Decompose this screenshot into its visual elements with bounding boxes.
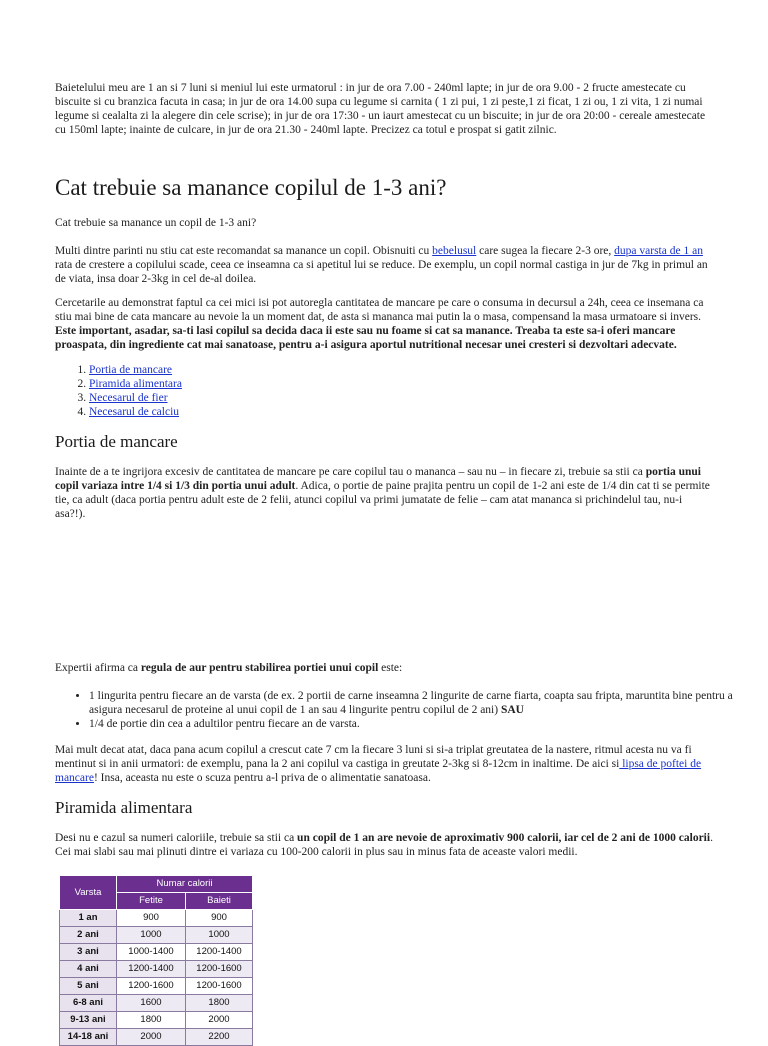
page-title: Cat trebuie sa manance copilul de 1-3 ani? <box>55 175 447 200</box>
cell-baieti: 1200-1400 <box>186 944 253 961</box>
cell-baieti: 1200-1600 <box>186 978 253 995</box>
text: Expertii afirma ca <box>55 662 141 674</box>
cell-baieti: 1000 <box>186 927 253 944</box>
text: Inainte de a te ingrijora excesiv de cantitatea de mancare pe care copilul tau o mananca – sau nu – in fiecare zi, trebuie sa stii ca <box>55 466 646 478</box>
list-item <box>89 689 749 717</box>
paragraph-research <box>55 296 715 352</box>
intro-paragraph: Baietelului meu are 1 an si 7 luni si meniul lui este urmatorul : in jur de ora 7.00 - 240ml lapte; in jur de ora 9.00 - 2 fructe amestecate cu biscuite si cu branzica facuta in casa; in jur de ora 14.00 supa cu legume si carnita ( 1 zi pui, 1 zi peste,1 zi ficat, 1 zi ou, 1 zi vita, 1 zi numai legume si cealalta zi la alegere din cele scrise); in jur de ora 17:30 - un iaurt amestecat cu un biscuite; in jur de ora 20:00 - cereale amestecate cu 150ml lapte; inainte de culcare, in jur de ora 21.30 - 240ml lapte. Precizez ca totul e prospat si gatit zilnic. <box>55 82 706 136</box>
table-row <box>60 910 253 927</box>
cell-age: 9-13 ani <box>60 1012 117 1029</box>
section-heading-portia: Portia de mancare <box>55 432 178 451</box>
cell-fetite: 1200-1400 <box>117 961 186 978</box>
bold-text: un copil de 1 an are nevoie de aproximativ 900 calorii, iar cel de 2 ani de 1000 calorii <box>297 832 711 844</box>
toc-link-fier[interactable]: Necesarul de fier <box>89 392 168 404</box>
cell-fetite: 1000-1400 <box>117 944 186 961</box>
text: este: <box>378 662 403 674</box>
cell-age: 14-18 ani <box>60 1029 117 1046</box>
cell-fetite: 1200-1600 <box>117 978 186 995</box>
table-row <box>60 1012 253 1029</box>
link-dupa-varsta[interactable]: dupa varsta de 1 an <box>614 245 703 257</box>
cell-fetite: 2000 <box>117 1029 186 1046</box>
cell-age: 3 ani <box>60 944 117 961</box>
cell-age: 5 ani <box>60 978 117 995</box>
toc-link-portia[interactable]: Portia de mancare <box>89 364 173 376</box>
cell-fetite: 900 <box>117 910 186 927</box>
header-baieti: Baieti <box>186 893 253 910</box>
paragraph-calories <box>55 831 715 859</box>
list-item: • 1/4 de portie din cea a adultilor pentru fiecare an de varsta. <box>89 717 749 731</box>
text: ! Insa, aceasta nu este o scuza pentru a-l priva de o alimentatie sanatoasa. <box>93 772 431 784</box>
table-of-contents <box>55 363 749 419</box>
text: rata de crestere a copilului scade, ceea ce inseamna ca si apetitul lui se reduce. De exemplu, un copil normal castiga in jur de 7kg in primul an de viata, insa doar 2-3kg in cel de-al doilea. <box>55 259 708 285</box>
subtitle-paragraph: Cat trebuie sa manance un copil de 1-3 ani? <box>55 217 257 229</box>
text: care sugea la fiecare 2-3 ore, <box>476 245 615 257</box>
calories-table <box>59 875 253 1046</box>
text: . Cei mai slabi sau mai plinuti dintre ei variaza cu 100-200 calorii in plus sau in minus fata de aceaste valori medii. <box>55 832 713 858</box>
paragraph-growth <box>55 743 715 785</box>
table-row <box>60 1029 253 1046</box>
link-bebelusul[interactable]: bebelusul <box>432 245 477 257</box>
table-row <box>60 978 253 995</box>
text: Mai mult decat atat, daca pana acum copilul a crescut cate 7 cm la fiecare 3 luni si si-a triplat greutatea de la nastere, ritmul acesta nu va fi mentinut si in anii urmatori: de exemplu, pana la 2 ani copilul va castiga in greutate 2-3kg si 8-12cm in inaltime. De aici si <box>55 744 692 770</box>
header-numar-calorii: Numar calorii <box>117 876 253 893</box>
table-row <box>60 961 253 978</box>
cell-age: 1 an <box>60 910 117 927</box>
bold-text: SAU <box>500 704 524 716</box>
toc-item <box>89 377 749 391</box>
header-varsta: Varsta <box>60 876 117 910</box>
table-row <box>60 927 253 944</box>
paragraph-parents <box>55 244 715 286</box>
cell-baieti: 2000 <box>186 1012 253 1029</box>
paragraph-portia <box>55 465 715 521</box>
paragraph-rule <box>55 661 715 675</box>
text: Multi dintre parinti nu stiu cat este recomandat sa manance un copil. Obisnuiti cu <box>55 245 433 257</box>
toc-link-piramida[interactable]: Piramida alimentara <box>89 378 182 390</box>
section-heading-piramida: Piramida alimentara <box>55 798 193 817</box>
cell-age: 4 ani <box>60 961 117 978</box>
table-row <box>60 995 253 1012</box>
text: Cercetarile au demonstrat faptul ca cei mici isi pot autoregla cantitatea de mancare pe care o consuma in decursul a 24h, ceea ce insemana ca stiu mai bine de cata mancare au nevoie la un moment dat, de asta si mananca mai putin la o masa, compensand la masa urmatoare si invers. <box>55 297 704 323</box>
bold-text: regula de aur pentru stabilirea portiei unui copil <box>140 662 379 674</box>
cell-fetite: 1800 <box>117 1012 186 1029</box>
text: Desi nu e cazul sa numeri caloriile, trebuie sa stii ca <box>55 832 298 844</box>
cell-fetite: 1000 <box>117 927 186 944</box>
cell-baieti: 1200-1600 <box>186 961 253 978</box>
cell-age: 6-8 ani <box>60 995 117 1012</box>
link-lipsa-poftei[interactable]: lipsa de poftei de mancare <box>55 758 702 784</box>
cell-fetite: 1600 <box>117 995 186 1012</box>
text: . Adica, o portie de paine prajita pentru un copil de 1-2 ani este de 1/4 din cat ti se permite tie, ca adult (daca portia pentru adult este de 2 felii, atunci copilul va primi jumatate de felie – cam atat mananca si prichindelul tau, nu-i asa?!). <box>55 480 710 520</box>
text: 1 lingurita pentru fiecare an de varsta (de ex. 2 portii de carne inseamna 2 lingurite de carne fiarta, coapta sau fripta, maruntita bine pentru a asigura necesarul de proteine al unui copil de 1 an sau 4 lingurite pentru copilul de 2 ani) <box>89 690 733 716</box>
cell-baieti: 2200 <box>186 1029 253 1046</box>
table-body <box>60 910 253 1046</box>
cell-age: 2 ani <box>60 927 117 944</box>
cell-baieti: 1800 <box>186 995 253 1012</box>
table-header-row <box>60 876 253 893</box>
toc-item <box>89 391 749 405</box>
toc-link-calciu[interactable]: Necesarul de calciu <box>89 406 180 418</box>
rule-list <box>55 689 749 731</box>
table-row <box>60 944 253 961</box>
toc-item <box>89 363 749 377</box>
bold-text: Este important, asadar, sa-ti lasi copilul sa decida daca ii este sau nu foame si cat sa manance. Treaba ta este sa-i oferi mancare proaspata, din ingrediente cat mai sanatoase, pentru a-i asigura aportul nutritional necesar unei cresteri si dezvoltari adecvate. <box>55 325 677 351</box>
bold-text: portia unui copil variaza intre 1/4 si 1/3 din portia unui adult <box>55 466 701 492</box>
header-fetite: Fetite <box>117 893 186 910</box>
cell-baieti: 900 <box>186 910 253 927</box>
toc-item <box>89 405 749 419</box>
